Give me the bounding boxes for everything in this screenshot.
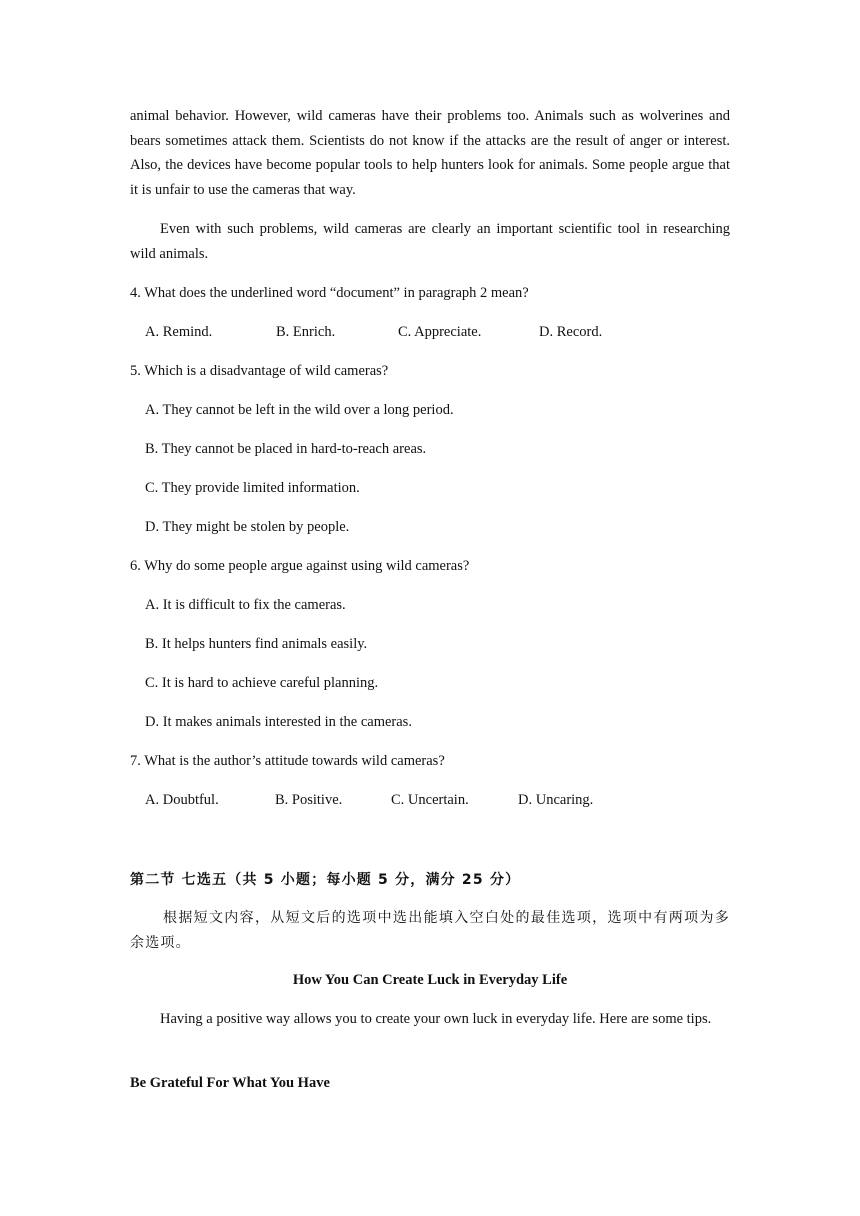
question-5-option-a: A. They cannot be left in the wild over a long period. (145, 402, 454, 418)
passage-paragraph-end: animal behavior. However, wild cameras have their problems too. Animals such as wolverines and bears sometimes attack them. Scientists do not know if the attacks are the result of anger or interest. Also, the devices have become popular tools to help hunters look for animals. Some people argue that it is unfair to use the cameras that way. (130, 108, 730, 198)
question-7-option-b: B. Positive. (275, 792, 343, 808)
question-7-option-d: D. Uncaring. (518, 792, 594, 808)
question-4-option-b: B. Enrich. (276, 324, 336, 340)
question-6-option-c: C. It is hard to achieve careful planning. (145, 675, 379, 691)
article-subheading: Be Grateful For What You Have (130, 1075, 330, 1091)
section-2-heading: 第二节 七选五（共 5 小题；每小题 5 分，满分 25 分） (130, 872, 521, 888)
passage-paragraph-conclusion: Even with such problems, wild cameras are clearly an important scientific tool in researching wild animals. (130, 221, 730, 262)
question-5-option-d: D. They might be stolen by people. (145, 519, 350, 535)
question-4-option-c: C. Appreciate. (398, 324, 482, 340)
question-6-option-b: B. It helps hunters find animals easily. (145, 636, 368, 652)
question-7-stem: 7. What is the author’s attitude towards wild cameras? (130, 753, 445, 769)
question-4-stem: 4. What does the underlined word “document” in paragraph 2 mean? (130, 285, 529, 301)
article-intro: Having a positive way allows you to create your own luck in everyday life. Here are some tips. (160, 1011, 712, 1027)
question-5-option-c: C. They provide limited information. (145, 480, 360, 496)
question-6-option-a: A. It is difficult to fix the cameras. (145, 597, 346, 613)
article-title: How You Can Create Luck in Everyday Life (292, 972, 568, 988)
question-5-stem: 5. Which is a disadvantage of wild cameras? (130, 363, 389, 379)
section-2-instruction: 根据短文内容，从短文后的选项中选出能填入空白处的最佳选项，选项中有两项为多余选项。 (130, 910, 730, 951)
question-4-option-a: A. Remind. (145, 324, 213, 340)
question-5-option-b: B. They cannot be placed in hard-to-reach areas. (145, 441, 427, 457)
question-4-option-d: D. Record. (539, 324, 603, 340)
question-6-stem: 6. Why do some people argue against using wild cameras? (130, 558, 470, 574)
question-6-option-d: D. It makes animals interested in the cameras. (145, 714, 412, 730)
question-7-option-a: A. Doubtful. (145, 792, 219, 808)
question-7-option-c: C. Uncertain. (391, 792, 469, 808)
